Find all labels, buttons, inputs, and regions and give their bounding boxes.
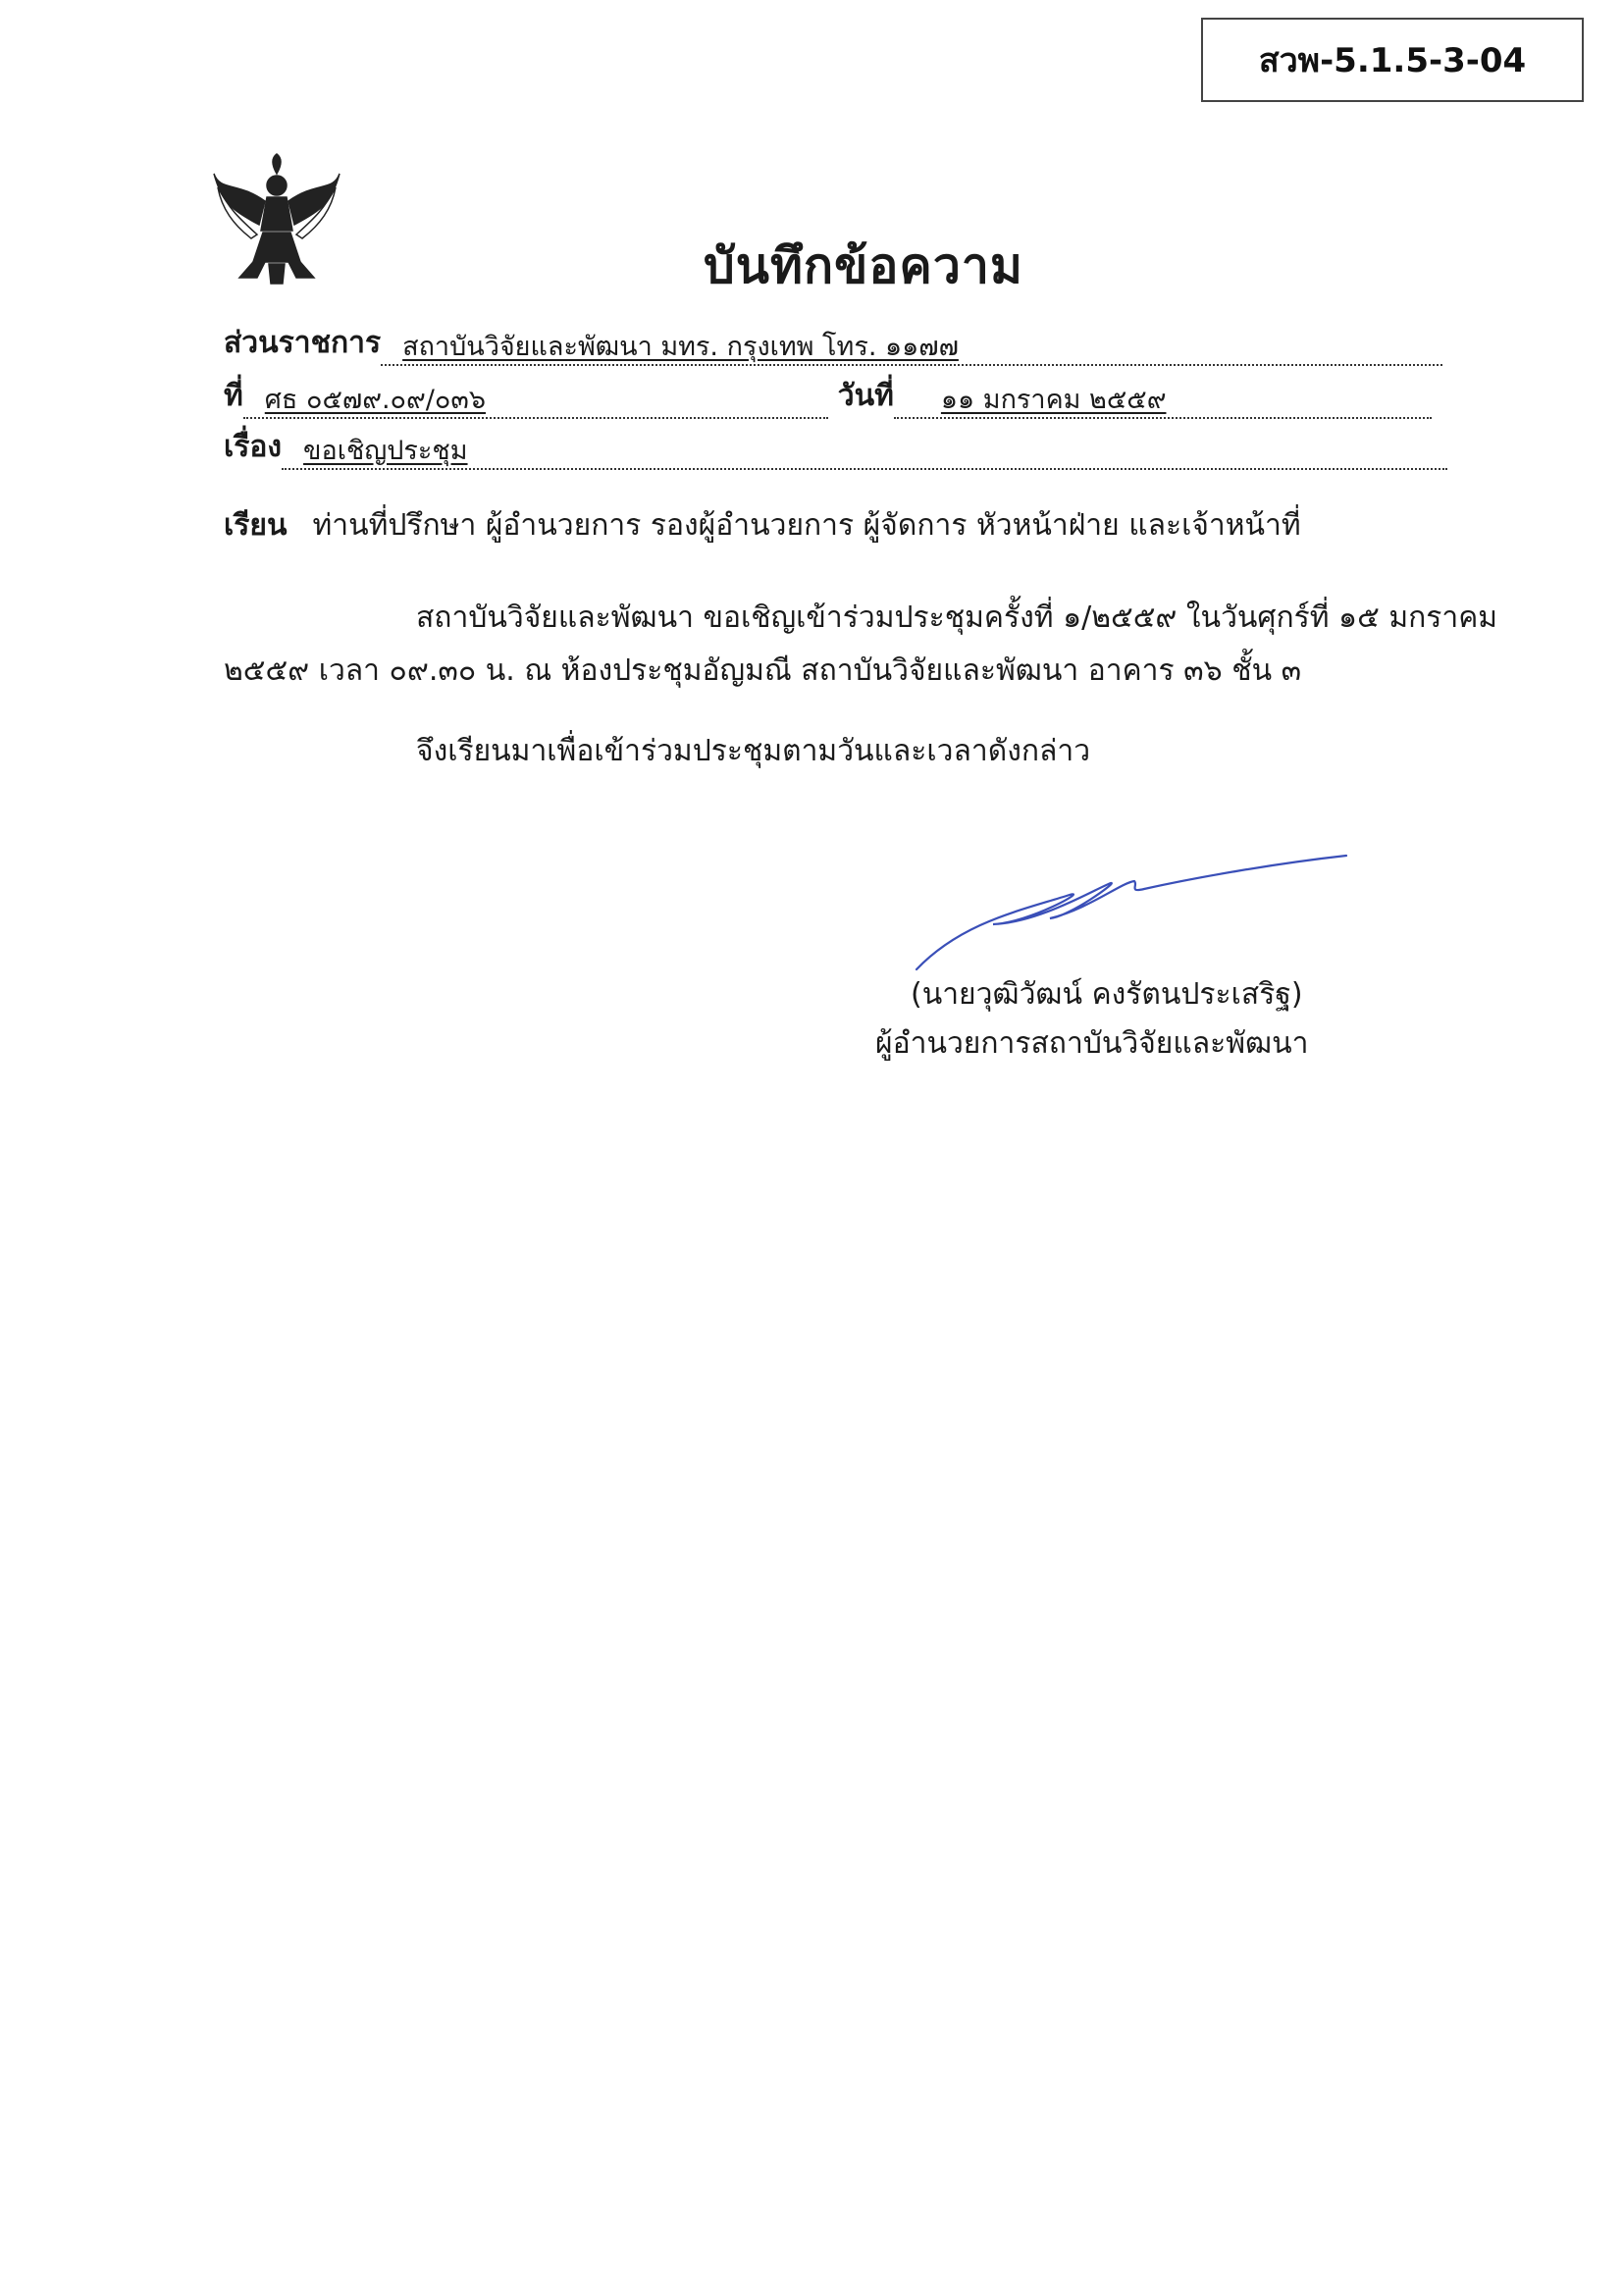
subject-value: ขอเชิญประชุม — [303, 436, 468, 466]
number-label: ที่ — [224, 379, 243, 413]
body-line-1: สถาบันวิจัยและพัฒนา ขอเชิญเข้าร่วมประชุมครั้งที่ ๑/๒๕๕๙ ในวันศุกร์ที่ ๑๕ มกราคม — [416, 600, 1498, 635]
document-code: สวพ-5.1.5-3-04 — [1258, 41, 1527, 80]
garuda-emblem-icon — [208, 152, 345, 289]
number-field — [243, 382, 828, 419]
department-value: สถาบันวิจัยและพัฒนา มทร. กรุงเทพ โทร. ๑๑๗๗ — [402, 332, 959, 362]
date-field — [894, 382, 1432, 419]
date-label: วันที่ — [837, 379, 894, 413]
salutation — [224, 502, 1301, 548]
department-label: ส่วนราชการ — [224, 326, 382, 360]
signature-scribble — [903, 854, 1354, 971]
date-value: ๑๑ มกราคม ๒๕๕๙ — [940, 385, 1167, 415]
department-row — [224, 320, 1442, 366]
department-field — [381, 329, 1442, 366]
subject-row — [224, 424, 1447, 470]
body-line-2: ๒๕๕๙ เวลา ๐๙.๓๐ น. ณ ห้องประชุมอัญมณี สถาบันวิจัยและพัฒนา อาคาร ๓๖ ชั้น ๓ — [224, 653, 1302, 688]
salutation-recipients: ท่านที่ปรึกษา ผู้อำนวยการ รองผู้อำนวยการ ผู้จัดการ หัวหน้าฝ่าย และเจ้าหน้าที่ — [312, 508, 1301, 543]
memo-title: บันทึกข้อความ — [704, 237, 1023, 294]
subject-field — [282, 433, 1447, 470]
salutation-label: เรียน — [224, 508, 288, 543]
closing-line: จึงเรียนมาเพื่อเข้าร่วมประชุมตามวันและเวลาดังกล่าว — [416, 734, 1091, 768]
signatory-name: (นายวุฒิวัฒน์ คงรัตนประเสริฐ) — [911, 977, 1303, 1012]
signatory-position: ผู้อำนวยการสถาบันวิจัยและพัฒนา — [875, 1026, 1309, 1061]
subject-label: เรื่อง — [224, 430, 283, 464]
number-date-row — [224, 373, 1432, 419]
document-code-box — [1201, 18, 1584, 102]
number-value: ศธ ๐๕๗๙.๐๙/๐๓๖ — [264, 385, 486, 415]
